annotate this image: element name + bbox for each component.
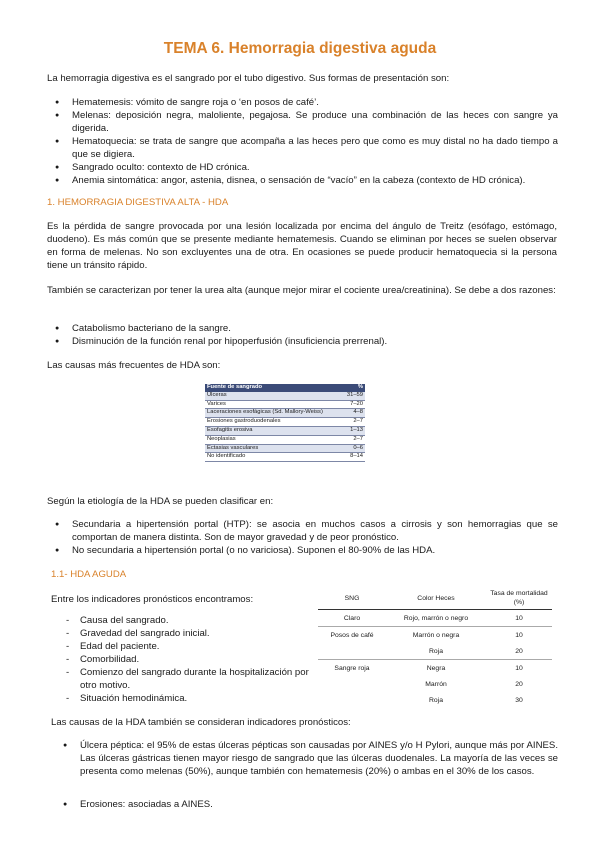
table-cell: Laceraciones esofágicas (Sd. Mallory-Weiss) xyxy=(205,409,342,418)
table-header: Fuente de sangrado xyxy=(205,384,342,392)
table-cell: Neoplasias xyxy=(205,435,342,444)
table-row xyxy=(205,409,365,418)
list-item: ● Sangrado oculto: contexto de HD crónica. xyxy=(72,161,558,174)
table-cell: Rojo, marrón o negro xyxy=(386,610,486,627)
list-item: ● Úlcera péptica: el 95% de estas úlceras pépticas son causadas por AINES y/o H Pylori, aunque más por AINES. Las úlceras gástricas tienen mayor riesgo de sangrado que las úlceras duodenales. La mayoría de las veces se presenta como melenas (50%), aunque también con hematemesis (20%) o ambas en el 30% de los casos. xyxy=(80,739,558,778)
table-row xyxy=(205,418,365,427)
table-cell: Sangre roja xyxy=(334,664,370,672)
section-heading: 1. HEMORRAGIA DIGESTIVA ALTA - HDA xyxy=(47,197,229,208)
page-title: TEMA 6. Hemorragia digestiva aguda xyxy=(163,40,437,57)
table-cell: 10 xyxy=(515,664,523,672)
table-cell xyxy=(318,643,386,660)
paragraph: Las causas más frecuentes de HDA son: xyxy=(47,360,221,371)
table-row xyxy=(205,400,365,409)
table-cell: Esofagitis erosiva xyxy=(205,426,342,435)
table-cell: 20 xyxy=(486,643,552,660)
subsection-heading: 1.1- HDA AGUDA xyxy=(51,569,127,580)
table-row xyxy=(205,392,365,400)
paragraph: Entre los indicadores pronósticos encontramos: xyxy=(51,594,254,605)
table-cell: Posos de café xyxy=(330,631,374,639)
table-cell: 31–59 xyxy=(342,392,365,400)
table-row xyxy=(318,627,552,644)
table-cell: Negra xyxy=(426,664,446,672)
list-item: ● No secundaria a hipertensión portal (o no variciosa). Suponen el 80-90% de las HDA. xyxy=(72,544,558,557)
table-header: SNG xyxy=(318,588,386,610)
table-cell: 20 xyxy=(515,680,523,688)
table-cell: Roja xyxy=(429,696,443,704)
table-cell: Ectasias vasculares xyxy=(205,444,342,453)
table-cell: 30 xyxy=(515,696,523,704)
list-item: - Causa del sangrado. xyxy=(80,614,310,627)
list-item: ● Hematoquecia: se trata de sangre que acompaña a las heces pero que como es muy distal no ha dado tiempo a que se digiera. xyxy=(72,135,558,161)
table-row xyxy=(205,435,365,444)
list-item: ● Catabolismo bacteriano de la sangre. xyxy=(72,322,558,335)
paragraph: Según la etiología de la HDA se pueden clasificar en: xyxy=(47,496,274,507)
list-item: ● Hematemesis: vómito de sangre roja o ‘en posos de café’. xyxy=(72,96,558,109)
table-row xyxy=(205,444,365,453)
table-row xyxy=(318,610,552,627)
table-cell: 4–8 xyxy=(342,409,365,418)
table-cell: 7–20 xyxy=(342,400,365,409)
paragraph: Las causas de la HDA también se consideran indicadores pronósticos: xyxy=(51,717,351,728)
table-cell: Marrón xyxy=(425,680,447,688)
list-item: - Edad del paciente. xyxy=(80,640,310,653)
prognosis-table xyxy=(318,588,552,708)
paragraph: También se caracterizan por tener la urea alta (aunque mejor mirar el cociente urea/creatinina). Se debe a dos razones: xyxy=(47,285,556,296)
table-row xyxy=(318,660,552,677)
table-cell: Roja xyxy=(386,643,486,660)
intro-paragraph: La hemorragia digestiva es el sangrado por el tubo digestivo. Sus formas de presentación son: xyxy=(47,73,450,84)
list-item: ● Secundaria a hipertensión portal (HTP): se asocia en muchos casos a cirrosis y son hemorragias que se comportan de manera distinta. Son de mayor gravedad y de peor pronóstico. xyxy=(72,518,558,544)
table-cell: 10 xyxy=(486,610,552,627)
table-cell: Varices xyxy=(205,400,342,409)
table-row xyxy=(318,676,552,692)
table-header: % xyxy=(342,384,365,392)
table-row xyxy=(205,453,365,462)
table-cell: Claro xyxy=(318,610,386,627)
list-item: - Comorbilidad. xyxy=(80,653,310,666)
list-item: ● Melenas: deposición negra, maloliente, pegajosa. Se produce una combinación de las heces con sangre ya digerida. xyxy=(72,109,558,135)
table-cell: 2–7 xyxy=(342,435,365,444)
list-item: - Gravedad del sangrado inicial. xyxy=(80,627,310,640)
table-cell xyxy=(318,692,386,708)
table-row xyxy=(318,643,552,660)
table-cell: 10 xyxy=(515,631,523,639)
table-row xyxy=(205,426,365,435)
table-cell xyxy=(318,676,386,692)
list-item: ● Anemia sintomática: angor, astenia, disnea, o sensación de “vacío” en la cabeza (contexto de HD crónica). xyxy=(72,174,558,187)
table-cell: No identificado xyxy=(205,453,342,462)
table-cell: 1–13 xyxy=(342,426,365,435)
table-cell: Úlceras xyxy=(205,392,342,400)
table-cell: Marrón o negra xyxy=(412,631,460,639)
list-item: ● Disminución de la función renal por hipoperfusión (insuficiencia prerrenal). xyxy=(72,335,558,348)
list-item: ● Erosiones: asociadas a AINES. xyxy=(80,798,558,811)
table-cell: 2–7 xyxy=(342,418,365,427)
list-item: - Situación hemodinámica. xyxy=(80,692,310,705)
list-item: - Comienzo del sangrado durante la hospitalización por otro motivo. xyxy=(80,666,310,692)
table-header: Color Heces xyxy=(386,588,486,610)
table-row xyxy=(318,692,552,708)
table-cell: Erosiones gastroduodenales xyxy=(205,418,342,427)
causes-table xyxy=(205,384,365,462)
paragraph: Es la pérdida de sangre provocada por una lesión localizada por encima del ángulo de Treitz (esófago, estómago, duodeno). Es más común que se presente mediante hematemesis. Cuando se eliminan por heces se suelen observar en forma de melenas. No son excluyentes una de otra. En ocasiones se puede producir hematoquecia si la persona tiene un tránsito rápido. xyxy=(47,221,557,271)
table-cell: 8–14 xyxy=(342,453,365,462)
table-header: Tasa de mortalidad (%) xyxy=(486,588,552,610)
table-cell: 0–6 xyxy=(342,444,365,453)
